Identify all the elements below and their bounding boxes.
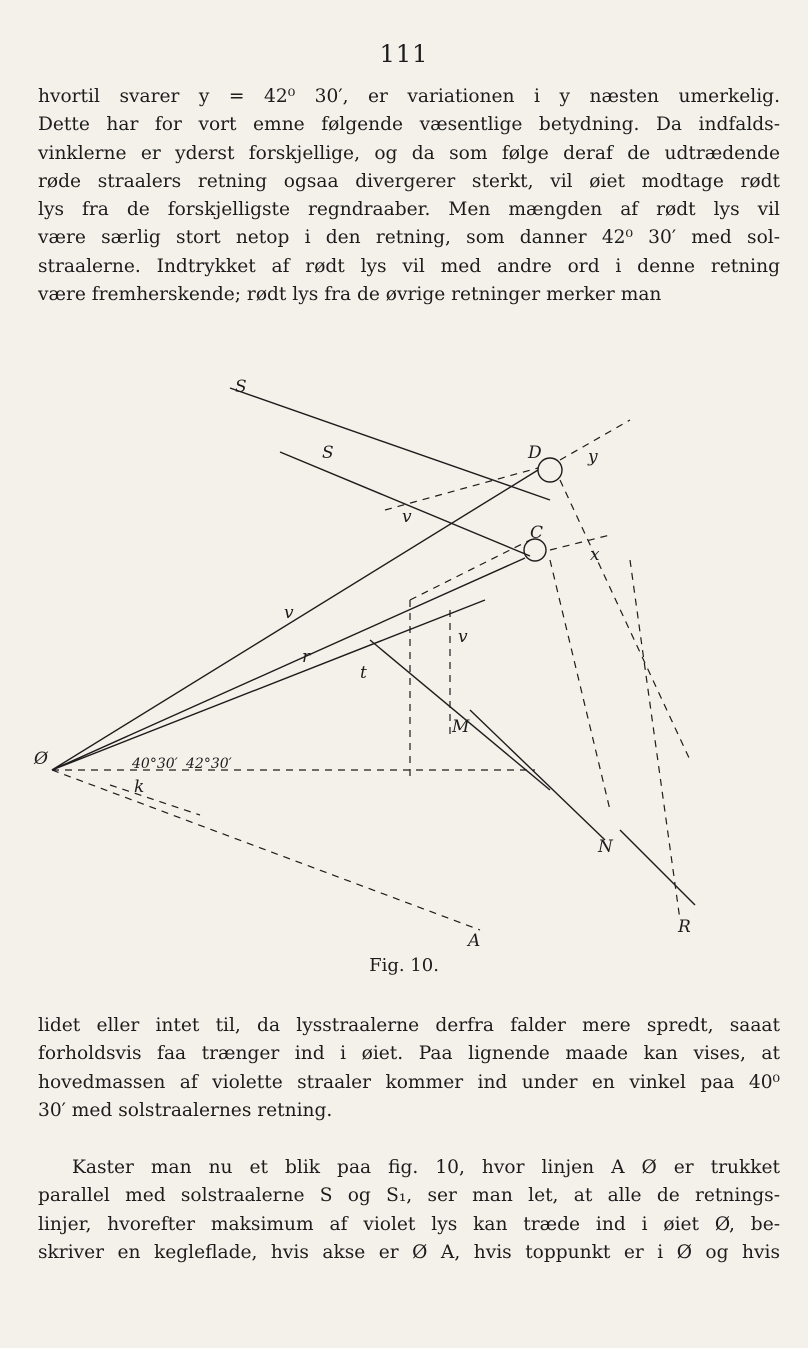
text-line: 30′ med solstraalernes retning.: [38, 1099, 333, 1121]
label-a: A: [468, 931, 481, 951]
text-line: være særlig stort netop i den retning, som danner 42⁰ 30′ med sol-: [38, 227, 780, 249]
label-t: t: [360, 663, 367, 683]
sun-ray-s: [230, 388, 550, 500]
label-drop-c: C: [530, 523, 544, 543]
label-angle-violet: 40°30′: [132, 756, 178, 772]
text-line: straalerne. Indtrykket af rødt lys vil med andre ord i denne retning: [38, 255, 780, 277]
page-number: 111: [379, 40, 429, 68]
label-sun1: S: [322, 443, 334, 463]
label-n: N: [598, 837, 613, 857]
dashed-ray-right-1: [560, 480, 690, 760]
label-r-end: R: [678, 917, 691, 937]
text-line: skriver en kegleflade, hvis akse er Ø A, hvis toppunkt er i Ø og hvis: [38, 1241, 780, 1263]
paragraph-1: [38, 83, 780, 309]
text-line: være fremherskende; rødt lys fra de øvrige retninger merker man: [38, 284, 662, 306]
paragraph-2: [38, 1012, 780, 1125]
cone-lower-short: [110, 785, 200, 815]
label-sun: S: [235, 377, 247, 397]
text-line: lys fra de forskjelligste regndraaber. Men mængden af rødt lys vil: [38, 199, 780, 221]
label-r: r: [302, 647, 311, 667]
text-line: Dette har for vort emne følgende væsentlige betydning. Da indfalds-: [38, 114, 780, 136]
rainbow-geometry-svg: [30, 360, 750, 960]
dashed-ray-right-2: [550, 560, 610, 810]
label-y: y: [588, 447, 598, 467]
label-angle-red: 42°30′: [186, 756, 232, 772]
text-line: linjer, hvorefter maksimum af violet lys kan træde ind i øiet Ø, be-: [38, 1213, 780, 1235]
dashed-ray-1: [385, 468, 538, 510]
text-line: hvortil svarer y = 42⁰ 30′, er variationen i y næsten umerkelig.: [38, 86, 780, 107]
label-v-top: v: [402, 507, 412, 527]
ray-violet-mid: [52, 600, 485, 770]
text-line: lidet eller intet til, da lysstraalerne derfra falder mere spredt, saaat: [38, 1015, 780, 1036]
ray-m-n: [470, 710, 605, 840]
cone-lower-line: [52, 770, 480, 930]
text-line: parallel med solstraalerne S og S₁, ser man let, at alle de retnings-: [38, 1185, 780, 1207]
sun-ray-s1: [280, 452, 530, 556]
ray-t-m: [370, 640, 550, 790]
label-v-left: v: [284, 603, 294, 623]
label-eye: Ø: [34, 749, 48, 769]
label-x: x: [590, 545, 600, 565]
text-line: røde straalers retning ogsaa divergerer sterkt, vil øiet modtage rødt: [38, 170, 780, 192]
label-m: M: [452, 717, 470, 737]
label-k: k: [134, 777, 145, 797]
text-line: forholdsvis faa trænger ind i øiet. Paa lignende maade kan vises, at: [38, 1043, 780, 1065]
ray-n-r: [620, 830, 695, 905]
text-line: vinklerne er yderst forskjellige, og da som følge deraf de udtrædende: [38, 142, 780, 164]
text-line: hovedmassen af violette straaler kommer ind under en vinkel paa 40⁰: [38, 1071, 780, 1093]
ray-red-top: [52, 558, 525, 770]
figure-10-diagram: [30, 360, 750, 960]
label-v-right: v: [458, 627, 468, 647]
paragraph-3: [38, 1154, 780, 1267]
dashed-ray-right-3: [630, 560, 680, 920]
dashed-ray-x: [550, 535, 610, 550]
label-drop-d: D: [528, 443, 542, 463]
text-line: Kaster man nu et blik paa fig. 10, hvor linjen A Ø er trukket: [72, 1157, 780, 1178]
figure-caption: Fig. 10.: [369, 955, 439, 976]
